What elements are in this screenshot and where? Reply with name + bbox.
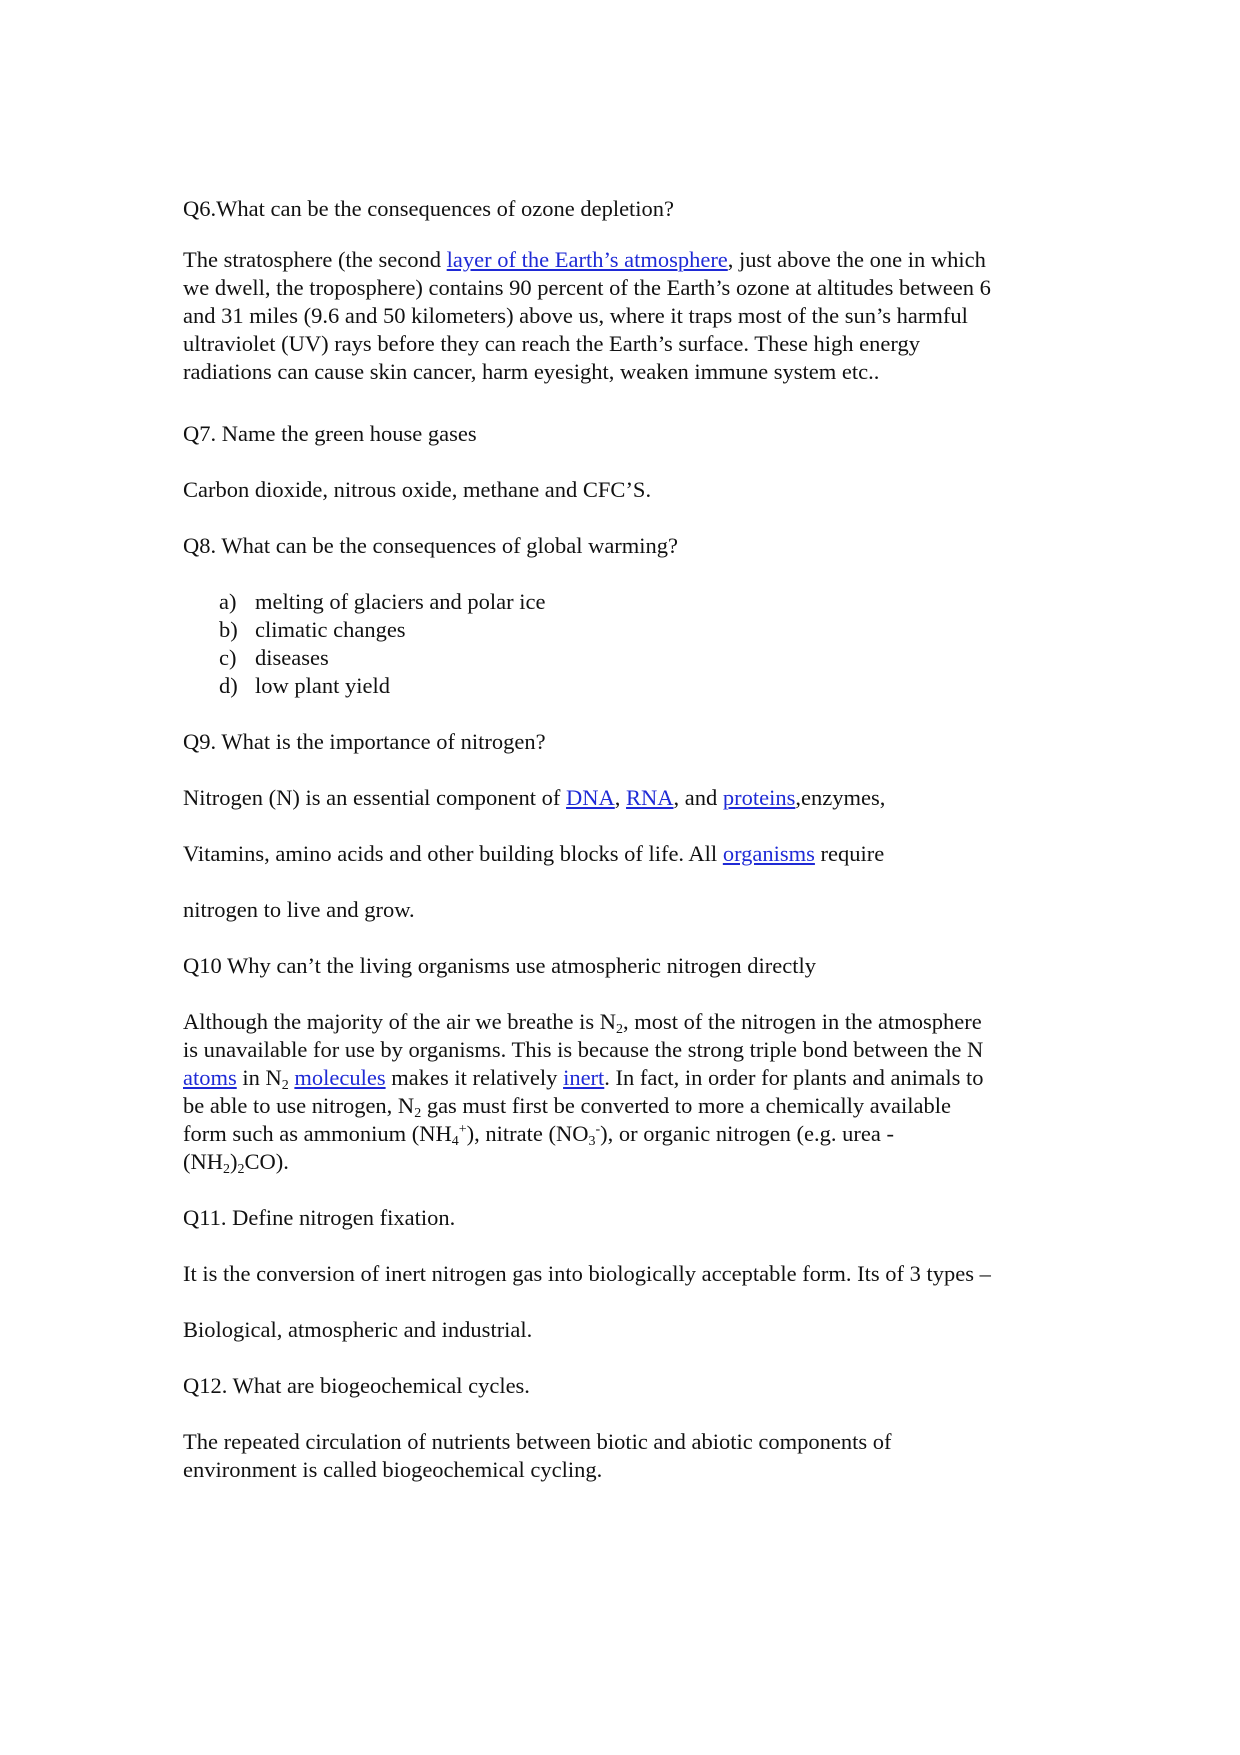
link-proteins[interactable]: proteins xyxy=(722,785,796,810)
link-earth-atmosphere[interactable]: layer of the Earth’s atmosphere xyxy=(446,247,728,272)
q10-answer-line-6: $(NH_2)_2CO$). xyxy=(183,1149,289,1177)
q6-answer-line-1: The stratosphere (the second layer of the Earth’s atmosphere, just above the one in which xyxy=(183,247,986,272)
q9-answer-line-1: Nitrogen (N) is an essential component of DNA, RNA, and proteins,enzymes, xyxy=(183,785,886,810)
list-item: b) climatic changes xyxy=(219,617,406,642)
q12-question: Q12. What are biogeochemical cycles. xyxy=(183,1373,530,1398)
q10-answer-line-3: atoms in $N_2$ molecules makes it relatively inert. In fact, in order for plants and animals to xyxy=(183,1065,984,1093)
q10-answer-line-5: form such as ammonium $(NH_4^+)$, nitrate $(NO_3^-)$, or organic nitrogen (e.g. urea - xyxy=(183,1121,894,1149)
q11-question: Q11. Define nitrogen fixation. xyxy=(183,1205,456,1230)
link-atoms[interactable]: atoms xyxy=(183,1065,237,1090)
link-rna[interactable]: RNA xyxy=(626,785,674,810)
q12-answer-line-2: environment is called biogeochemical cycling. xyxy=(183,1457,603,1482)
list-item: a) melting of glaciers and polar ice xyxy=(219,589,546,614)
q9-answer-line-2: Vitamins, amino acids and other building blocks of life. All organisms require xyxy=(183,841,885,866)
q12-answer-line-1: The repeated circulation of nutrients between biotic and abiotic components of xyxy=(183,1429,892,1454)
list-marker: b) xyxy=(219,617,238,642)
q11-answer-line-1: It is the conversion of inert nitrogen gas into biologically acceptable form. Its of 3 types – xyxy=(183,1261,991,1286)
q6-question: Q6.What can be the consequences of ozone depletion? xyxy=(183,196,675,221)
q9-answer-line-3: nitrogen to live and grow. xyxy=(183,897,415,922)
q7-answer: Carbon dioxide, nitrous oxide, methane and CFC’S. xyxy=(183,477,652,502)
q6-answer-line-5: radiations can cause skin cancer, harm eyesight, weaken immune system etc.. xyxy=(183,359,880,384)
q6-answer-line-2: we dwell, the troposphere) contains 90 percent of the Earth’s ozone at altitudes between 6 xyxy=(183,275,991,300)
q6-answer-line-4: ultraviolet (UV) rays before they can reach the Earth’s surface. These high energy xyxy=(183,331,920,356)
q7-question: Q7. Name the green house gases xyxy=(183,421,477,446)
q10-answer-line-1: Although the majority of the air we breathe is $N_2$, most of the nitrogen in the atmosphere xyxy=(183,1009,982,1037)
q8-question: Q8. What can be the consequences of global warming? xyxy=(183,533,679,558)
q10-answer-line-4: be able to use nitrogen, $N_2$ gas must first be converted to more a chemically available xyxy=(183,1093,951,1121)
q11-answer-line-2: Biological, atmospheric and industrial. xyxy=(183,1317,533,1342)
q6-answer-line-3: and 31 miles (9.6 and 50 kilometers) above us, where it traps most of the sun’s harmful xyxy=(183,303,968,328)
list-marker: d) xyxy=(219,673,238,698)
list-marker: a) xyxy=(219,589,237,614)
link-dna[interactable]: DNA xyxy=(566,785,615,810)
list-marker: c) xyxy=(219,645,237,670)
q10-answer-line-2: is unavailable for use by organisms. This is because the strong triple bond between the N xyxy=(183,1037,984,1062)
list-item: c) diseases xyxy=(219,645,329,670)
link-inert[interactable]: inert xyxy=(563,1065,605,1090)
list-item: d) low plant yield xyxy=(219,673,390,698)
q10-question: Q10 Why can’t the living organisms use atmospheric nitrogen directly xyxy=(183,953,816,978)
q9-question: Q9. What is the importance of nitrogen? xyxy=(183,729,546,754)
link-molecules[interactable]: molecules xyxy=(294,1065,386,1090)
link-organisms[interactable]: organisms xyxy=(722,841,815,866)
